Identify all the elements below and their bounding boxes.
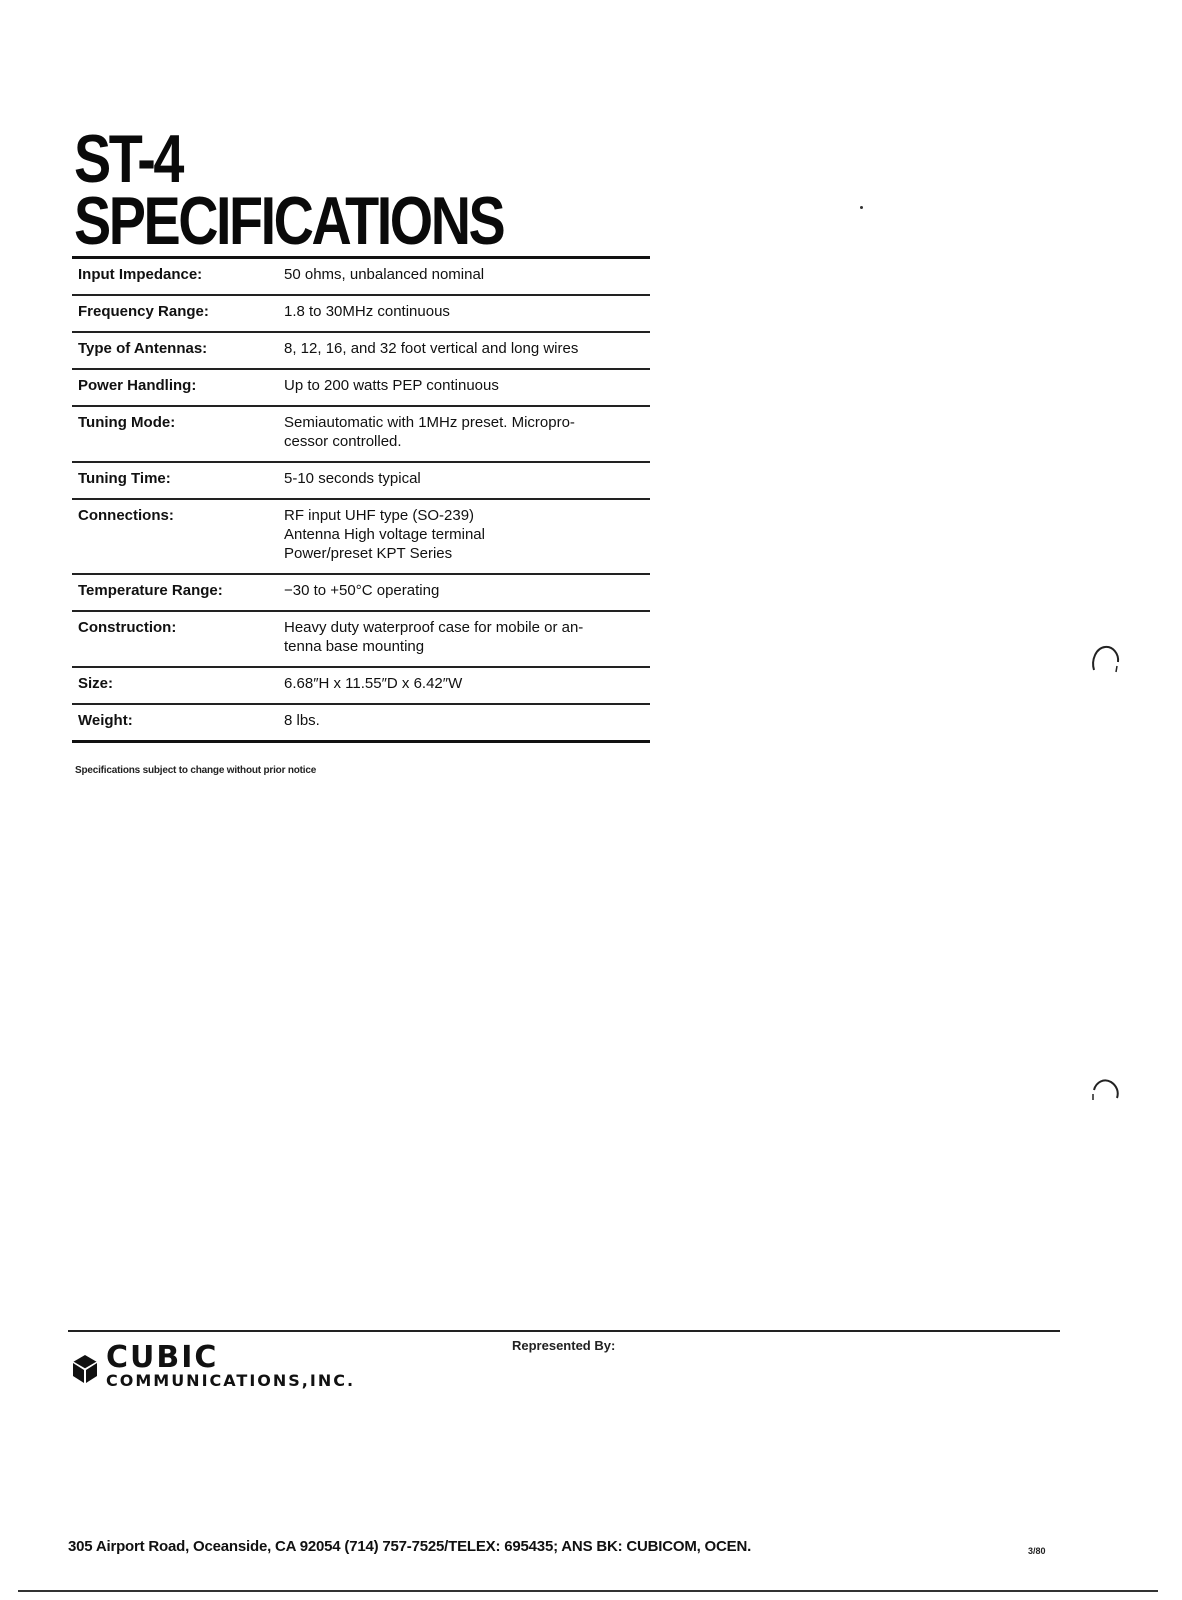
spec-value-line: Antenna High voltage terminal	[284, 526, 485, 543]
page-title	[74, 121, 504, 259]
spec-value	[278, 704, 650, 742]
spec-label: Input Impedance:	[72, 258, 278, 296]
spec-label: Tuning Time:	[72, 462, 278, 499]
table-row	[72, 462, 650, 499]
page-title-model: ST-4	[74, 121, 182, 197]
specifications-table	[72, 256, 650, 743]
spec-label: Connections:	[72, 499, 278, 574]
spec-label: Power Handling:	[72, 369, 278, 406]
logo-company-name: CUBIC	[106, 1340, 219, 1375]
spec-value	[278, 499, 650, 574]
bottom-divider	[18, 1590, 1158, 1592]
spec-value-line: 1.8 to 30MHz continuous	[284, 303, 450, 320]
punch-hole-mark	[1088, 642, 1122, 678]
page-title-heading: SPECIFICATIONS	[74, 183, 504, 259]
table-row	[72, 574, 650, 611]
spec-value	[278, 667, 650, 704]
table-row	[72, 332, 650, 369]
spec-value-line: Heavy duty waterproof case for mobile or an-	[284, 619, 584, 636]
table-row	[72, 704, 650, 742]
spec-label: Weight:	[78, 712, 133, 729]
spec-value-line: 50 ohms, unbalanced nominal	[284, 266, 485, 283]
spec-label: Construction:	[72, 611, 278, 667]
specifications-footnote: Specifications subject to change without prior notice	[75, 765, 317, 776]
spec-value-line: tenna base mounting	[284, 638, 425, 655]
table-row	[72, 611, 650, 667]
spec-value	[278, 295, 650, 332]
spec-value-line: −30 to +50°C operating	[284, 582, 440, 599]
spec-value	[278, 462, 650, 499]
logo-company-subtitle: COMMUNICATIONS,INC.	[106, 1371, 356, 1390]
cube-icon	[72, 1354, 98, 1384]
scan-speck	[860, 206, 863, 209]
spec-value-line: RF input UHF type (SO-239)	[284, 507, 475, 524]
spec-value	[278, 406, 650, 462]
spec-value-line: cessor controlled.	[284, 433, 402, 450]
spec-label: Frequency Range:	[72, 295, 278, 332]
spec-value-line: Power/preset KPT Series	[284, 545, 453, 562]
table-row	[72, 295, 650, 332]
table-row	[72, 667, 650, 704]
table-row	[72, 258, 650, 296]
table-row	[72, 369, 650, 406]
represented-by-label: Represented By:	[512, 1338, 616, 1353]
spec-label: Size:	[72, 667, 278, 704]
spec-value	[278, 332, 650, 369]
spec-value	[278, 258, 650, 296]
spec-value	[278, 369, 650, 406]
spec-value-line: Up to 200 watts PEP continuous	[284, 377, 499, 394]
company-logo	[72, 1340, 356, 1390]
spec-value-line: Semiautomatic with 1MHz preset. Micropro-	[284, 414, 575, 431]
spec-value-line: 6.68″H x 11.55″D x 6.42″W	[284, 675, 463, 692]
date-code: 3/80	[1028, 1546, 1046, 1556]
footer-divider	[68, 1330, 1060, 1332]
table-row	[72, 406, 650, 462]
spec-value-line: 8, 12, 16, and 32 foot vertical and long wires	[284, 340, 579, 357]
table-row	[72, 499, 650, 574]
spec-value-line: 8 lbs.	[284, 712, 320, 729]
spec-value-line: 5-10 seconds typical	[284, 470, 421, 487]
spec-label: Tuning Mode:	[72, 406, 278, 462]
company-address: 305 Airport Road, Oceanside, CA 92054 (714) 757-7525/TELEX: 695435; ANS BK: CUBICOM, OCEN.	[68, 1538, 752, 1555]
punch-hole-mark	[1088, 1074, 1122, 1110]
spec-value	[278, 574, 650, 611]
spec-value	[278, 611, 650, 667]
spec-label: Type of Antennas:	[72, 332, 278, 369]
spec-label: Temperature Range:	[72, 574, 278, 611]
